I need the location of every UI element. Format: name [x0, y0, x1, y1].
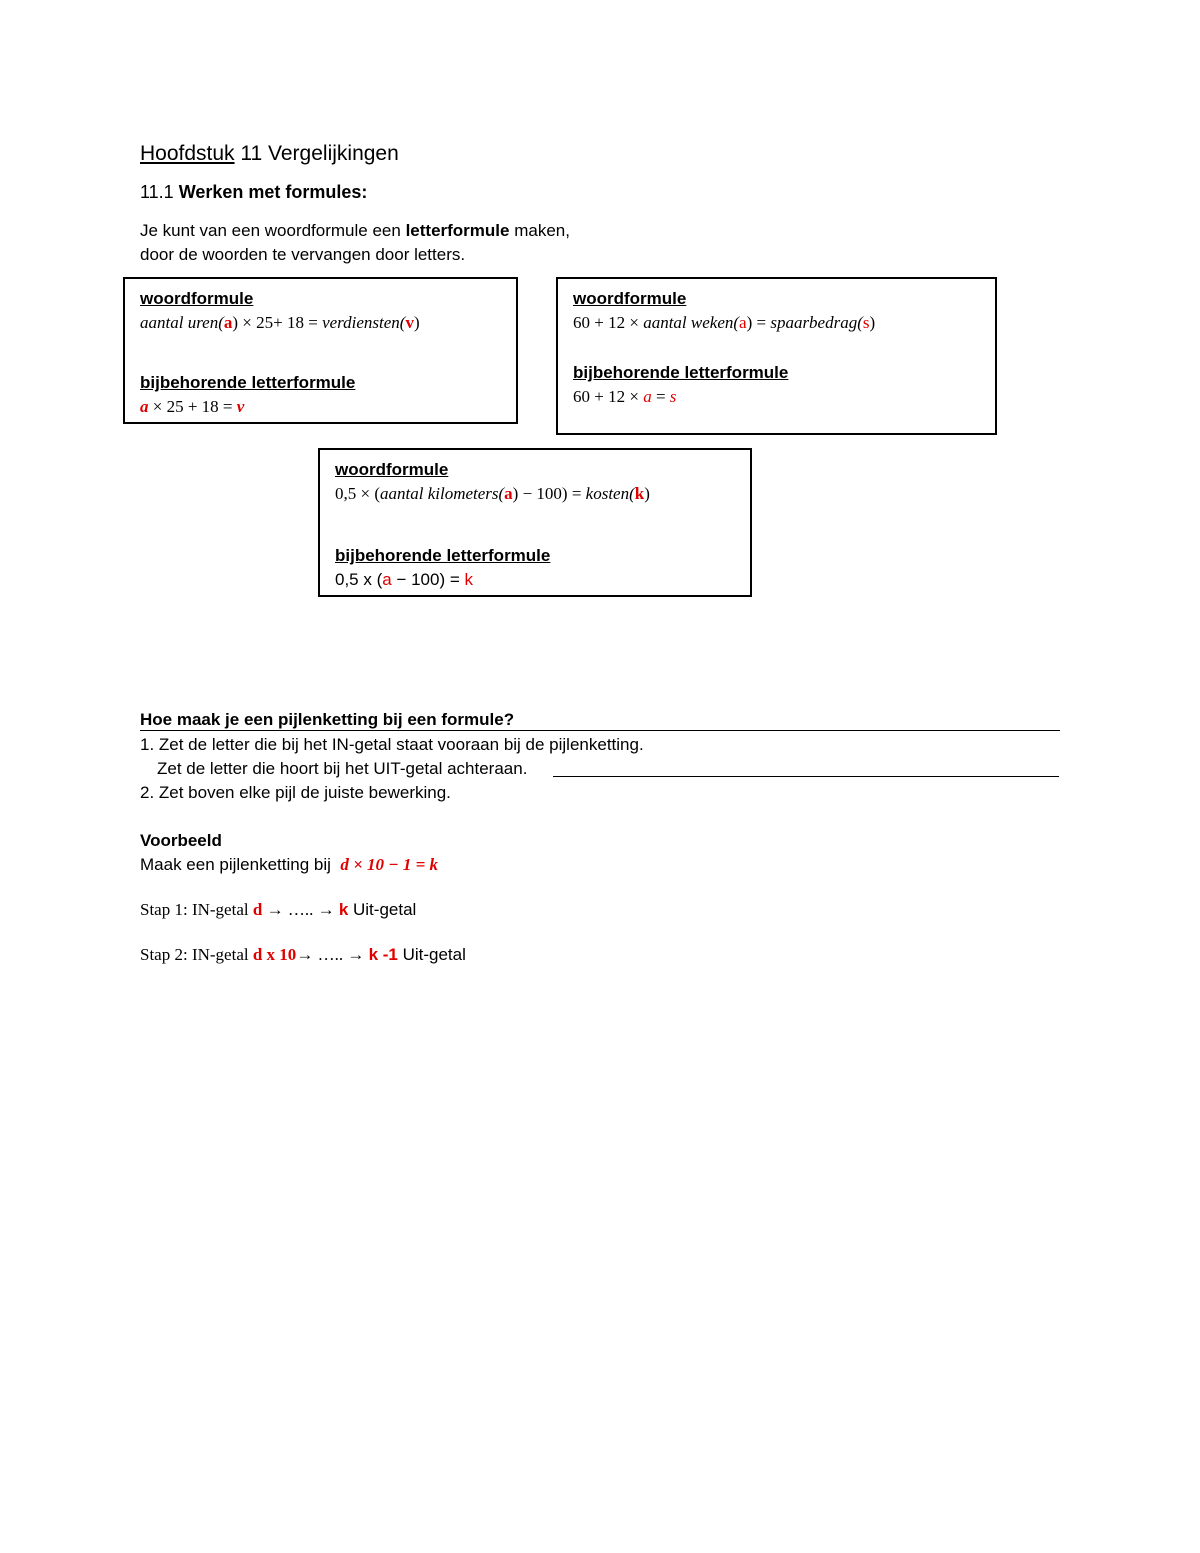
page-title-rest: 11 Vergelijkingen	[234, 142, 399, 165]
intro-line-1	[140, 221, 570, 241]
word-formula	[335, 484, 650, 504]
word-formula	[140, 313, 420, 333]
step-in-value: d	[252, 900, 263, 919]
variable-k: k	[634, 484, 645, 503]
word-formula-part: verdiensten(	[322, 313, 406, 332]
variable-v: v	[236, 397, 245, 416]
intro-text-end: maken,	[509, 221, 570, 240]
formula-box-2	[556, 277, 997, 435]
word-formula	[573, 313, 875, 333]
example-formula: d × 10 − 1 = k	[340, 855, 439, 874]
example-step-1	[140, 900, 416, 920]
variable-s: s	[862, 313, 870, 332]
intro-text: Je kunt van een woordformule een	[140, 221, 406, 240]
word-formula-part: )	[869, 313, 876, 332]
step-label: Stap 2: IN-getal	[140, 945, 253, 964]
example-title: Voorbeeld	[140, 831, 222, 850]
variable-a: a	[643, 387, 652, 406]
letter-formula-part: 0,5 x (	[335, 570, 383, 589]
section-title	[140, 182, 367, 203]
variable-k: k	[464, 570, 473, 589]
word-formula-part: spaarbedrag(	[770, 313, 863, 332]
step-out-value: k -1	[368, 945, 398, 964]
word-formula-part: aantal uren(	[140, 313, 224, 332]
word-formula-part: 60 + 12 ×	[573, 313, 644, 332]
box-title-letterformule: bijbehorende letterformule	[573, 363, 789, 382]
word-formula-part: aantal kilometers(	[380, 484, 505, 503]
variable-a: a	[223, 313, 233, 332]
page-title-word: Hoofdstuk	[140, 142, 235, 165]
variable-a: a	[739, 313, 747, 332]
word-formula-part: ) − 100) =	[512, 484, 586, 503]
example-intro-text: Maak een pijlenketting bij	[140, 855, 336, 874]
variable-a: a	[382, 570, 392, 589]
section-number: 11.1	[140, 182, 179, 202]
letter-formula-part: − 100) =	[391, 570, 465, 589]
intro-line-2: door de woorden te vervangen door letters.	[140, 245, 466, 264]
step-arrows: → ….. →	[296, 945, 369, 964]
divider-rule	[140, 730, 1060, 731]
formula-box-3	[318, 448, 752, 597]
arrowchain-step-2: 2. Zet boven elke pijl de juiste bewerking.	[140, 783, 451, 802]
word-formula-part: )	[644, 484, 650, 503]
letter-formula-part: × 25 + 18 =	[148, 397, 237, 416]
letter-formula-part: =	[651, 387, 670, 406]
variable-v: v	[405, 313, 414, 332]
word-formula-part: ) =	[746, 313, 771, 332]
arrowchain-step-1b: Zet de letter die hoort bij het UIT-getal achteraan.	[157, 759, 528, 778]
box-title-letterformule: bijbehorende letterformule	[140, 373, 356, 392]
box-title-woordformule: woordformule	[335, 460, 449, 479]
page-title	[140, 142, 399, 166]
box-title-woordformule: woordformule	[573, 289, 687, 308]
box-title-letterformule: bijbehorende letterformule	[335, 546, 551, 565]
section-name: Werken met formules:	[178, 182, 368, 202]
word-formula-part: 0,5 × (	[335, 484, 380, 503]
step-end: Uit-getal	[348, 900, 417, 919]
box-title-woordformule: woordformule	[140, 289, 254, 308]
variable-a: a	[504, 484, 513, 503]
step-label: Stap 1: IN-getal	[140, 900, 253, 919]
step-end: Uit-getal	[397, 945, 466, 964]
word-formula-part: aantal weken(	[643, 313, 740, 332]
letter-formula	[573, 387, 676, 407]
arrowchain-question: Hoe maak je een pijlenketting bij een formule?	[140, 710, 515, 729]
word-formula-part: ) × 25+ 18 =	[232, 313, 323, 332]
example-intro	[140, 855, 438, 875]
arrowchain-step-1: 1. Zet de letter die bij het IN-getal staat vooraan bij de pijlenketting.	[140, 735, 644, 754]
word-formula-part: )	[413, 313, 420, 332]
divider-rule	[553, 776, 1059, 777]
intro-bold: letterformule	[405, 221, 510, 240]
step-in-value: d x 10	[252, 945, 297, 964]
example-step-2	[140, 945, 466, 965]
variable-a: a	[140, 397, 149, 416]
letter-formula-part: 60 + 12 ×	[573, 387, 644, 406]
letter-formula	[140, 397, 244, 417]
letter-formula	[335, 570, 473, 590]
word-formula-part: kosten(	[585, 484, 635, 503]
variable-s: s	[669, 387, 677, 406]
step-out-value: k	[338, 900, 349, 919]
formula-box-1	[123, 277, 518, 424]
step-arrows: → ….. →	[262, 900, 339, 919]
